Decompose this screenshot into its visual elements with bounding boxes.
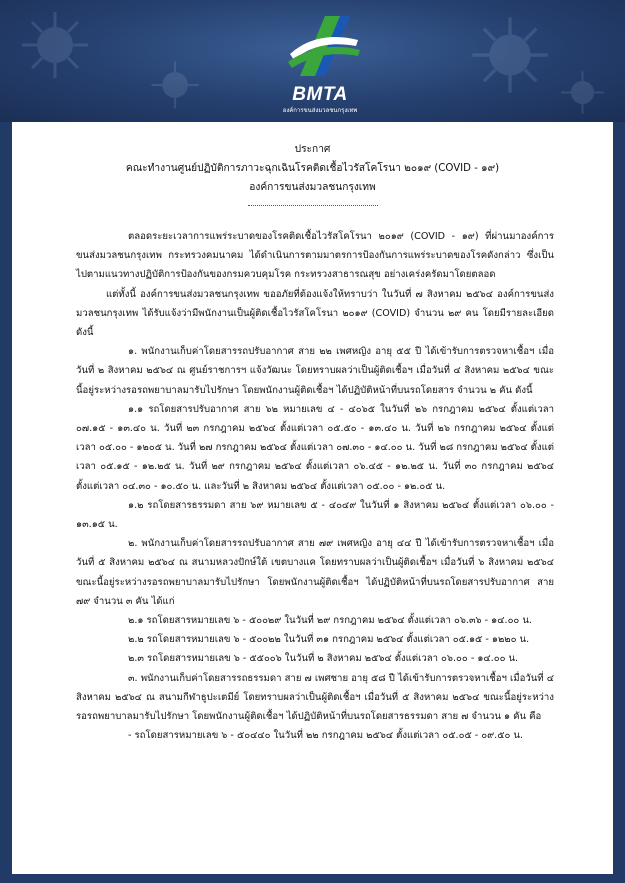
- virus-decoration-icon: [560, 70, 605, 115]
- header-banner: [0, 0, 625, 122]
- body-paragraph: ๒.๑ รถโดยสารหมายเลข ๖ - ๕๐๐๒๙ ในวันที่ ๒๙ กรกฎาคม ๒๕๖๔ ตั้งแต่เวลา ๐๖.๓๖ - ๑๔.๐๐ น.: [128, 615, 532, 627]
- virus-decoration-icon: [150, 60, 200, 110]
- body-paragraph: ๑. พนักงานเก็บค่าโดยสารรถปรับอากาศ สาย ๒๒ เพศหญิง อายุ ๕๕ ปี ได้เข้ารับการตรวจหาเชื้อฯ เมื่อวันที่ ๒ สิงหาคม ๒๕๖๔ ณ ศูนย์ราชการฯ แจ้งวัฒนะ โดยทราบผลว่าเป็นผู้ติดเชื้อฯ เมื่อวันที่ ๔ สิงหาคม ๒๕๖๔ ขณะนี้อยู่ระหว่างรอรถพยาบาลมารับไปรักษา โดยพนักงานผู้ติดเชื้อฯ ได้ปฏิบัติหน้าที่บนรถโดยสาร จำนวน ๒ คัน ดังนี้: [76, 346, 554, 396]
- body-paragraph: ตลอดระยะเวลาการแพร่ระบาดของโรคติดเชื้อไวรัสโคโรนา ๒๐๑๙ (COVID - ๑๙) ที่ผ่านมาองค์การขนส่งมวลชนกรุงเทพ กระทรวงคมนาคม ได้ดำเนินการตามมาตรการป้องกันการแพร่ระบาดของโรคดังกล่าว ซึ่งเป็นไปตามแนวทางปฏิบัติการป้องกันของกรมควบคุมโรค กระทรวงสาธารณสุข อย่างเคร่งครัดมาโดยตลอด: [76, 231, 554, 281]
- virus-decoration-icon: [20, 10, 90, 80]
- body-paragraph: - รถโดยสารหมายเลข ๖ - ๕๐๔๔๐ ในวันที่ ๒๒ กรกฎาคม ๒๕๖๔ ตั้งแต่เวลา ๐๕.๐๕ - ๐๙.๕๐ น.: [128, 730, 523, 742]
- body-paragraph: แต่ทั้งนี้ องค์การขนส่งมวลชนกรุงเทพ ขออภัยที่ต้องแจ้งให้ทราบว่า ในวันที่ ๗ สิงหาคม ๒๕๖๔ องค์การขนส่งมวลชนกรุงเทพ ได้รับแจ้งว่ามีพนักงานเป็นผู้ติดเชื้อไวรัสโคโรนา ๒๐๑๙ (COVID) จำนวน ๒๙ คน โดยมีรายละเอียด ดังนี้: [76, 288, 554, 339]
- bmta-logo-icon: [270, 6, 370, 86]
- bmta-logo: [270, 6, 370, 116]
- logo-subtitle-text: องค์การขนส่งมวลชนกรุงเทพ: [282, 107, 358, 114]
- virus-decoration-icon: [470, 15, 550, 95]
- title-line-2: คณะทำงานศูนย์ปฏิบัติการภาวะฉุกเฉินโรคติดเชื้อไวรัสโคโรนา ๒๐๑๙ (COVID - ๑๙): [125, 163, 500, 174]
- announcement-body: [76, 227, 554, 745]
- bottom-border: [0, 874, 625, 883]
- body-paragraph: ๑.๒ รถโดยสารธรรมดา สาย ๖๙ หมายเลข ๕ - ๔๐๔๙ ในวันที่ ๑ สิงหาคม ๒๕๖๔ ตั้งแต่เวลา ๐๖.๐๐ - ๑๓.๑๕ น.: [76, 499, 554, 531]
- body-paragraph: ๑.๑ รถโดยสารปรับอากาศ สาย ๖๒ หมายเลข ๔ - ๔๐๖๕ ในวันที่ ๒๖ กรกฎาคม ๒๕๖๔ ตั้งแต่เวลา ๐๗.๑๕ - ๑๓.๔๐ น. วันที่ ๒๓ กรกฎาคม ๒๕๖๔ ตั้งแต่เวลา ๐๕.๕๐ - ๑๓.๔๐ น. วันที่ ๒๖ กรกฎาคม ๒๕๖๔ ตั้งแต่เวลา ๐๕.๐๐ - ๑๒๐๕ น. วันที่ ๒๗ กรกฎาคม ๒๕๖๔ ตั้งแต่เวลา ๐๗.๓๐ - ๑๔.๐๐ น. วันที่ ๒๘ กรกฎาคม ๒๕๖๔ ตั้งแต่เวลา ๐๕.๑๕ - ๑๒.๒๕ น. วันที่ ๒๙ กรกฎาคม ๒๕๖๔ ตั้งแต่เวลา ๐๖.๔๕ - ๑๒.๒๕ น. วันที่ ๓๐ กรกฎาคม ๒๕๖๔ ตั้งแต่เวลา ๐๔.๓๐ - ๑๐.๕๐ น. และวันที่ ๒ สิงหาคม ๒๕๖๔ ตั้งแต่เวลา ๐๕.๐๐ - ๑๒.๐๕ น.: [76, 403, 554, 492]
- body-paragraph: ๓. พนักงานเก็บค่าโดยสารรถธรรมดา สาย ๗ เพศชาย อายุ ๕๘ ปี ได้เข้ารับการตรวจหาเชื้อฯ เมื่อวันที่ ๔ สิงหาคม ๒๕๖๔ ณ สนามกีฬาธูปะเตมีย์ โดยทราบผลว่าเป็นผู้ติดเชื้อฯ เมื่อวันที่ ๕ สิงหาคม ๒๕๖๔ ขณะนี้อยู่ระหว่างรอรถพยาบาลมารับไปรักษา โดยพนักงานผู้ติดเชื้อฯ ได้ปฏิบัติหน้าที่บนรถโดยสารธรรมดา สาย ๗ จำนวน ๑ คัน คือ: [76, 672, 554, 723]
- left-border: [0, 122, 12, 883]
- right-border: [613, 122, 625, 883]
- body-paragraph: ๒.๒ รถโดยสารหมายเลข ๖ - ๕๐๐๒๒ ในวันที่ ๓๑ กรกฎาคม ๒๕๖๔ ตั้งแต่เวลา ๐๕.๑๕ - ๑๒๒๐ น.: [128, 634, 530, 646]
- body-paragraph: ๒. พนักงานเก็บค่าโดยสารรถปรับอากาศ สาย ๗๙ เพศหญิง อายุ ๔๔ ปี ได้เข้ารับการตรวจหาเชื้อฯ เมื่อวันที่ ๕ สิงหาคม ๒๕๖๔ ณ สนามหลวงปักษ์ใต้ เขตบางแค โดยทราบผลว่าเป็นผู้ติดเชื้อฯ เมื่อวันที่ ๖ สิงหาคม ๒๕๖๔ ขณะนี้อยู่ระหว่างรอรถพยาบาลมารับไปรักษา โดยพนักงานผู้ติดเชื้อฯ ได้ปฏิบัติหน้าที่บนรถโดยสารปรับอากาศ สาย ๗๙ จำนวน ๓ คัน ได้แก่: [76, 538, 554, 607]
- announcement-title: [12, 140, 613, 197]
- logo-brand-text: BMTA: [292, 84, 348, 105]
- title-line-3: องค์การขนส่งมวลชนกรุงเทพ: [249, 182, 376, 193]
- title-separator: [248, 205, 378, 206]
- body-paragraph: ๒.๓ รถโดยสารหมายเลข ๖ - ๕๕๐๐๖ ในวันที่ ๒ สิงหาคม ๒๕๖๔ ตั้งแต่เวลา ๐๖.๐๐ - ๑๔.๐๐ น.: [128, 653, 519, 665]
- title-line-1: ประกาศ: [294, 144, 331, 155]
